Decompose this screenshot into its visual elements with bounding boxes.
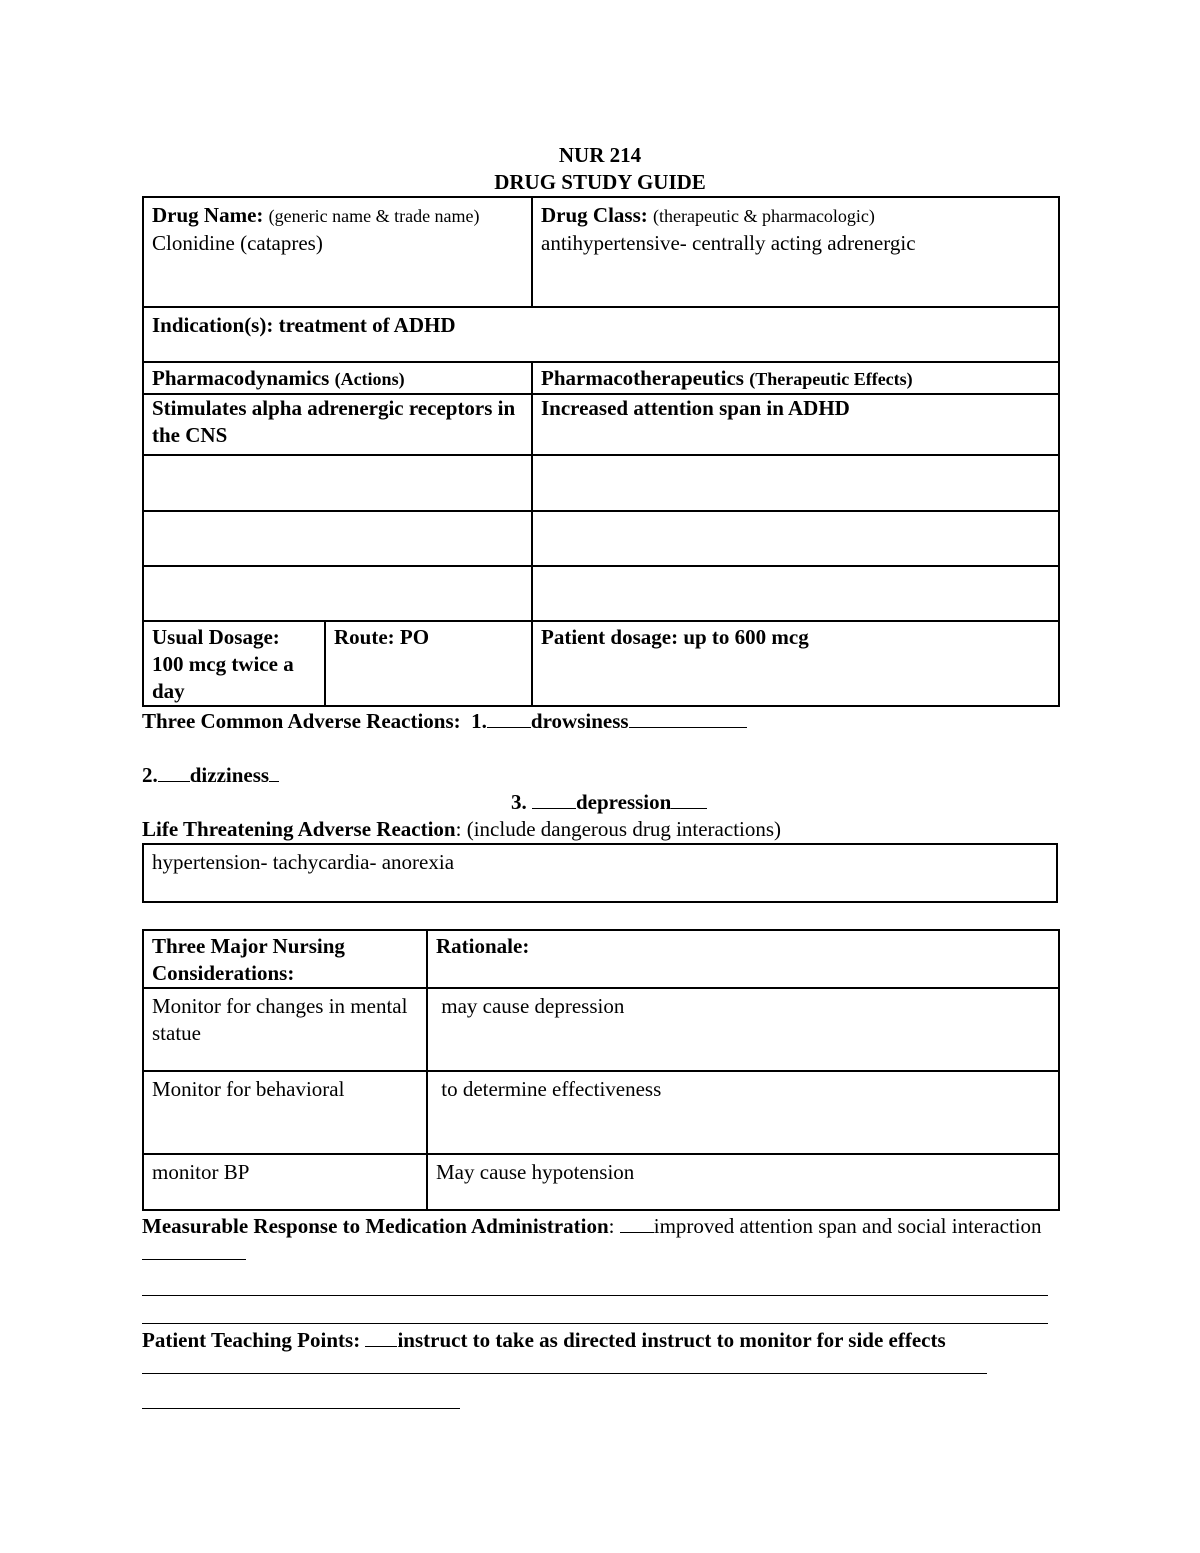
empty-cell [143, 511, 532, 566]
blank-line [269, 763, 279, 782]
adverse-r1-prefix: 1. [471, 709, 487, 733]
adverse-reaction-2-line [142, 762, 1058, 789]
adverse-reaction-2: dizziness [189, 763, 270, 787]
drug-class-cell [532, 197, 1059, 307]
measurable-value: improved attention span and social interaction [653, 1214, 1042, 1238]
empty-cell [143, 566, 532, 621]
adverse-label: Three Common Adverse Reactions: [142, 709, 461, 733]
route-cell: Route: PO [325, 621, 532, 706]
adverse-reaction-1: drowsiness [530, 709, 629, 733]
measurable-sep: : [608, 1214, 615, 1238]
life-threatening-heading [142, 816, 1058, 843]
usual-dosage-cell: Usual Dosage: 100 mcg twice a day [143, 621, 325, 706]
pharmacodynamics-header [143, 362, 532, 394]
blank-line [142, 1241, 246, 1260]
indication-cell: Indication(s): treatment of ADHD [143, 307, 1059, 362]
blank-line [532, 790, 576, 809]
pharmacodynamics-hint: (Actions) [334, 369, 405, 389]
life-threatening-table [142, 843, 1058, 903]
drug-name-value: Clonidine (catapres) [152, 231, 323, 255]
drug-info-table [142, 196, 1060, 707]
nursing-consideration-3: monitor BP [143, 1154, 427, 1210]
adverse-r2-prefix: 2. [142, 763, 158, 787]
empty-cell [143, 455, 532, 511]
blank-line [365, 1328, 397, 1347]
life-threatening-value: hypertension- tachycardia- anorexia [143, 844, 1057, 902]
blank-answer-line [142, 1296, 1048, 1324]
blank-line [142, 1355, 987, 1374]
nursing-consideration-1: Monitor for changes in mental statue [143, 988, 427, 1071]
blank-line [158, 763, 190, 782]
empty-cell [532, 511, 1059, 566]
teaching-value: instruct to take as directed instruct to monitor for side effects [397, 1328, 946, 1352]
adverse-reaction-3: depression [576, 790, 672, 814]
drug-class-label: Drug Class: [541, 203, 648, 227]
nursing-rationale-3: May cause hypotension [427, 1154, 1059, 1210]
nursing-header-rationale: Rationale: [427, 930, 1059, 988]
nursing-consideration-2: Monitor for behavioral [143, 1071, 427, 1154]
nursing-rationale-2: to determine effectiveness [427, 1071, 1059, 1154]
pharmacotherapeutics-value: Increased attention span in ADHD [532, 394, 1059, 455]
blank-line [671, 790, 707, 809]
blank-line [620, 1214, 654, 1233]
document-title: DRUG STUDY GUIDE [494, 170, 706, 194]
life-threatening-label: Life Threatening Adverse Reaction [142, 817, 456, 841]
drug-name-label: Drug Name: [152, 203, 264, 227]
drug-class-hint: (therapeutic & pharmacologic) [653, 206, 875, 226]
blank-line [629, 709, 747, 728]
empty-cell [532, 455, 1059, 511]
nursing-considerations-table [142, 929, 1060, 1211]
pharmacotherapeutics-header [532, 362, 1059, 394]
empty-cell [532, 566, 1059, 621]
blank-answer-line [142, 1267, 1048, 1296]
drug-name-cell [143, 197, 532, 307]
adverse-reaction-3-line [142, 789, 1058, 816]
pharmacotherapeutics-label: Pharmacotherapeutics [541, 366, 744, 390]
life-threatening-hint: : (include dangerous drug interactions) [455, 817, 782, 841]
drug-class-value: antihypertensive- centrally acting adrenergic [541, 231, 916, 255]
measurable-label: Measurable Response to Medication Administration [142, 1214, 609, 1238]
nursing-rationale-1: may cause depression [427, 988, 1059, 1071]
blank-line [487, 709, 531, 728]
blank-answer-line [142, 1381, 460, 1409]
teaching-label: Patient Teaching Points: [142, 1328, 361, 1352]
pharmacotherapeutics-hint: (Therapeutic Effects) [749, 369, 913, 389]
pharmacodynamics-label: Pharmacodynamics [152, 366, 330, 390]
drug-study-guide-page [142, 142, 1058, 1409]
patient-teaching [142, 1327, 1058, 1381]
adverse-r3-prefix: 3. [511, 790, 527, 814]
drug-name-hint: (generic name & trade name) [268, 206, 480, 226]
nursing-header-considerations: Three Major Nursing Considerations: [143, 930, 427, 988]
patient-dosage-cell: Patient dosage: up to 600 mcg [532, 621, 1059, 706]
course-code: NUR 214 [558, 143, 642, 167]
measurable-response [142, 1213, 1058, 1267]
common-adverse-reactions [142, 708, 1058, 735]
pharmacodynamics-value: Stimulates alpha adrenergic receptors in the CNS [143, 394, 532, 455]
